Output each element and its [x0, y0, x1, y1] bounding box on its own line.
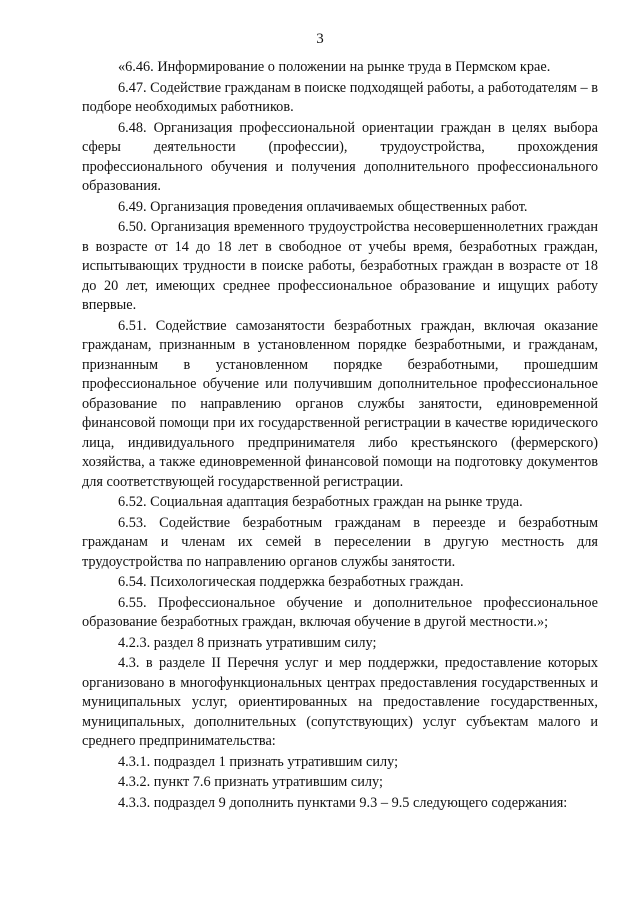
paragraph-6-51: 6.51. Содействие самозанятости безработных граждан, включая оказание гражданам, признанным в установленном порядке безработными, и гражданам, признанным в установленном порядке безработными, прошедшим профессиональное обучение или получившим дополнительное профессиональное образование по направлению органов службы занятости, единовременной финансовой помощи при их государственной регистрации в качестве юридического лица, индивидуального предпринимателя либо крестьянского (фермерского) хозяйства, а также единовременной финансовой помощи на подготовку документов для соответствующей государственной регистрации.: [82, 317, 598, 490]
paragraph-6-52: 6.52. Социальная адаптация безработных граждан на рынке труда.: [118, 494, 523, 510]
paragraph-6-55: 6.55. Профессиональное обучение и дополнительное профессиональное образование безработных граждан, включая обучение в другой местности.»;: [82, 594, 598, 630]
paragraph-4-2-3: 4.2.3. раздел 8 признать утратившим силу;: [118, 634, 377, 651]
paragraph-4-3-3: 4.3.3. подраздел 9 дополнить пунктами 9.3 – 9.5 следующего содержания:: [118, 794, 568, 811]
page-number: 3: [316, 31, 324, 47]
paragraph-6-47: 6.47. Содействие гражданам в поиске подходящей работы, а работодателям – в подборе необходимых работников.: [82, 79, 598, 115]
paragraph-6-54: 6.54. Психологическая поддержка безработных граждан.: [118, 574, 464, 590]
paragraph-6-50: 6.50. Организация временного трудоустройства несовершеннолетних граждан в возрасте от 14 до 18 лет в свободное от учебы время, безработных граждан, испытывающих трудности в поиске работы, безработных граждан в возрасте от 18 до 20 лет, имеющих среднее профессиональное образование и ищущих работу впервые.: [82, 219, 598, 313]
paragraph-6-48: 6.48. Организация профессиональной ориентации граждан в целях выбора сферы деятельности (профессии), трудоустройства, прохождения профессионального обучения и получения дополнительного профессионального образования.: [82, 119, 598, 194]
paragraph-4-3-2: 4.3.2. пункт 7.6 признать утратившим силу;: [118, 774, 383, 790]
paragraph-4-3: 4.3. в разделе II Перечня услуг и мер поддержки, предоставление которых организовано в многофункциональных центрах предоставления государственных и муниципальных услуг, ориентированных на предоставление государственных, муниципальных, дополнительных (сопутствующих) услуг субъектам малого и среднего предпринимательства:: [82, 655, 598, 749]
paragraph-6-49: 6.49. Организация проведения оплачиваемых общественных работ.: [118, 198, 528, 215]
paragraph-4-3-1: 4.3.1. подраздел 1 признать утратившим силу;: [118, 753, 399, 770]
paragraph-6-46: «6.46. Информирование о положении на рынке труда в Пермском крае.: [118, 59, 551, 75]
paragraph-6-53: 6.53. Содействие безработным гражданам в переезде и безработным гражданам и членам их семей в переселении в другую местность для трудоустройства по направлению органов службы занятости.: [82, 514, 598, 570]
document-body: [82, 58, 598, 813]
